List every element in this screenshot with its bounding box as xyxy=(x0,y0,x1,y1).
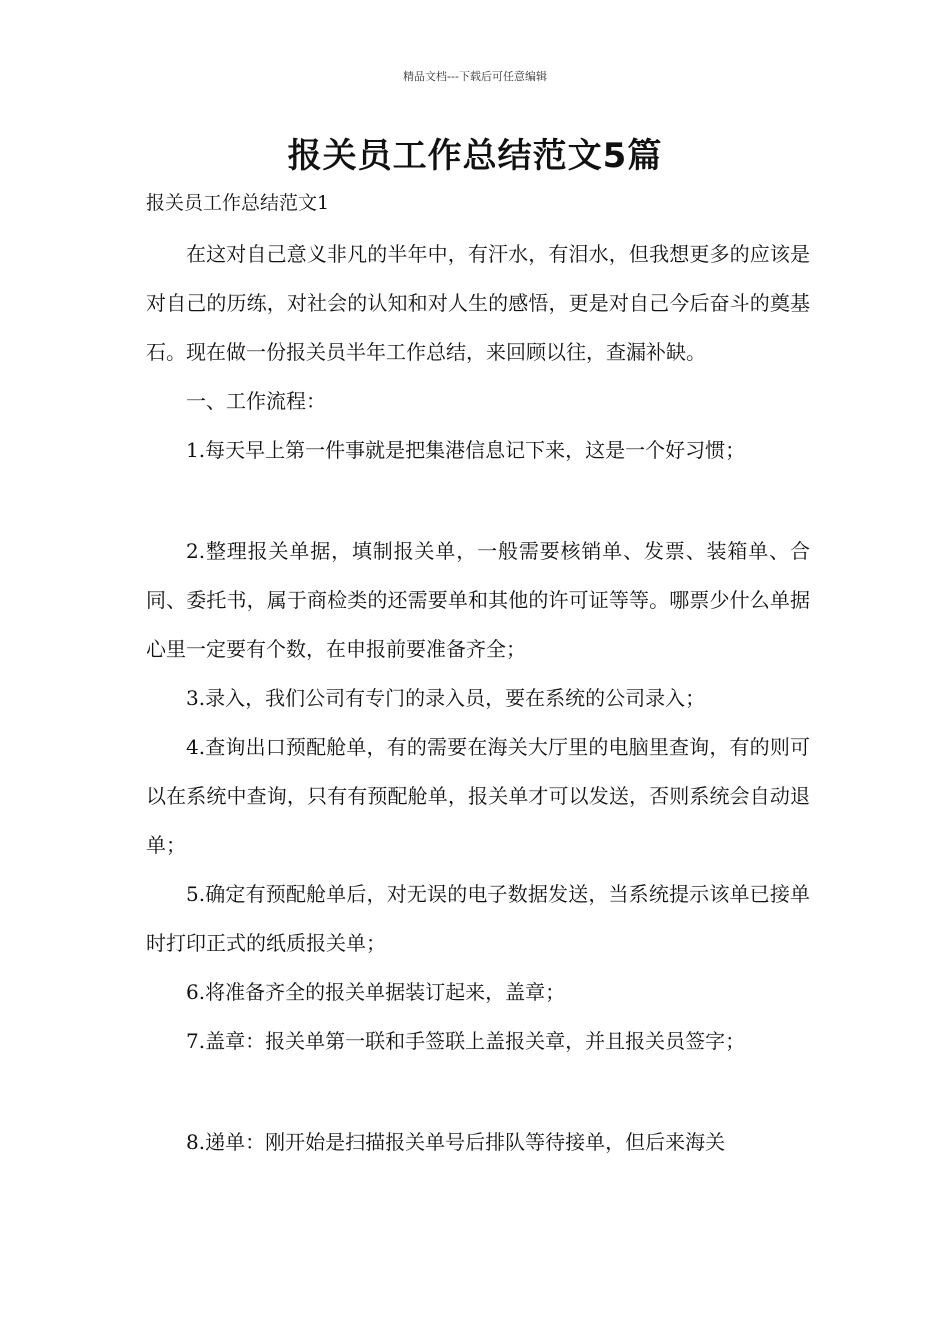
paragraph-step-2: 2.整理报关单据，填制报关单，一般需要核销单、发票、装箱单、合同、委托书，属于商检类的还需要单和其他的许可证等等。哪票少什么单据心里一定要有个数，在申报前要准备齐全； xyxy=(146,539,810,661)
paragraph-workflow-heading: 一、工作流程： xyxy=(186,389,326,413)
paragraph-step-4: 4.查询出口预配舱单，有的需要在海关大厅里的电脑里查询，有的则可以在系统中查询，只有有预配舱单，报关单才可以发送，否则系统会自动退单； xyxy=(146,735,810,857)
paragraph-step-1: 1.每天早上第一件事就是把集港信息记下来，这是一个好习惯； xyxy=(186,438,746,462)
paragraph-step-8: 8.递单：刚开始是扫描报关单号后排队等待接单，但后来海关 xyxy=(186,1130,726,1154)
paragraph-step-6: 6.将准备齐全的报关单据装订起来，盖章； xyxy=(186,980,566,1004)
document-body xyxy=(146,230,810,1167)
paragraph-step-7: 7.盖章：报关单第一联和手签联上盖报关章，并且报关员签字； xyxy=(186,1029,746,1053)
paragraph-intro: 在这对自己意义非凡的半年中，有汗水，有泪水，但我想更多的应该是对自己的历练，对社会的认知和对人生的感悟，更是对自己今后奋斗的奠基石。现在做一份报关员半年工作总结，来回顾以往，查漏补缺。 xyxy=(146,242,810,364)
paragraph-step-5: 5.确定有预配舱单后，对无误的电子数据发送，当系统提示该单已接单时打印正式的纸质报关单； xyxy=(146,882,810,955)
paragraph-step-3: 3.录入，我们公司有专门的录入员，要在系统的公司录入； xyxy=(186,686,706,710)
section-subtitle: 报关员工作总结范文1 xyxy=(146,192,330,214)
document-title: 报关员工作总结范文5篇 xyxy=(287,136,663,176)
header-note: 精品文档---下载后可任意编辑 xyxy=(403,70,547,83)
